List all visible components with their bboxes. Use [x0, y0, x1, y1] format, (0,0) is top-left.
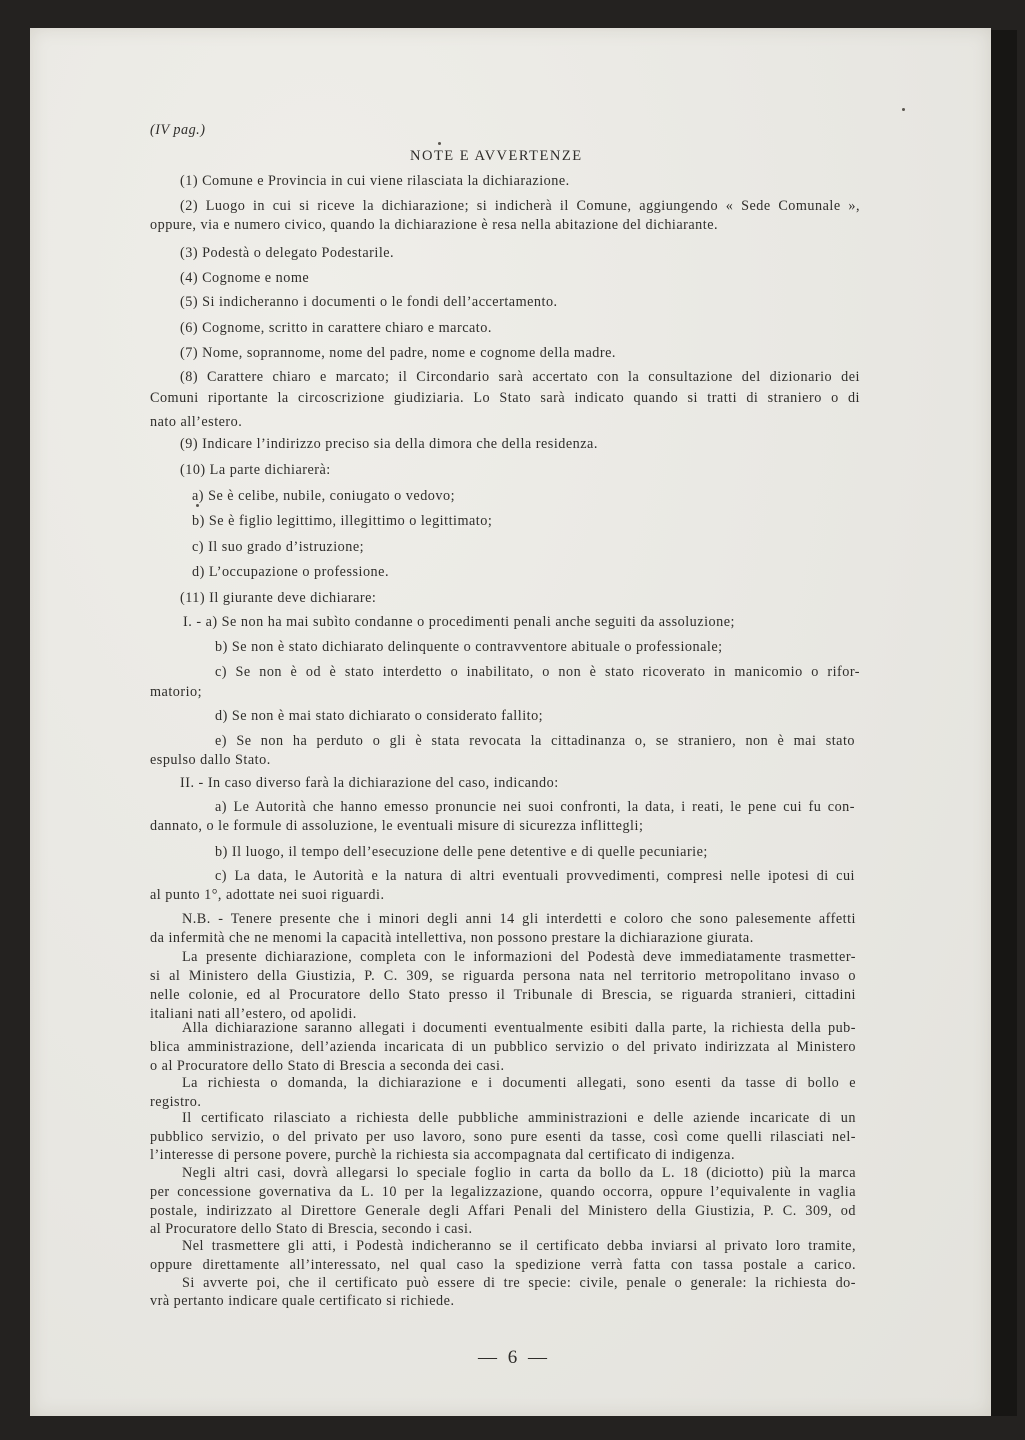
paper-speck	[902, 108, 905, 111]
paper-speck	[438, 142, 441, 145]
note-line: registro.	[150, 1094, 202, 1110]
note-line: La richiesta o domanda, la dichiarazione e i documenti allegati, sono esenti da tasse di bollo e	[182, 1075, 856, 1091]
note-line: oppure direttamente all’interessato, nel qual caso la spedizione verrà fatta con tassa postale a carico.	[150, 1257, 856, 1273]
note-line: a) Se è celibe, nubile, coniugato o vedovo;	[192, 488, 456, 504]
note-line: a) Le Autorità che hanno emesso pronuncie nei suoi confronti, la data, i reati, le pene cui fu con-	[215, 799, 855, 815]
note-line: d) Se non è mai stato dichiarato o considerato fallito;	[215, 708, 544, 724]
note-line: c) Il suo grado d’istruzione;	[192, 539, 365, 555]
note-line: (7) Nome, soprannome, nome del padre, nome e cognome della madre.	[180, 345, 616, 361]
note-line: l’interesse di persone povere, purchè la richiesta sia accompagnata dal certificato di indigenza.	[150, 1147, 736, 1163]
note-line: o al Procuratore dello Stato di Brescia a seconda dei casi.	[150, 1058, 505, 1074]
note-line: (11) Il giurante deve dichiarare:	[180, 590, 377, 606]
page-number: — 6 —	[478, 1347, 550, 1368]
note-line: dannato, o le formule di assoluzione, le eventuali misure di sicurezza inflittegli;	[150, 818, 644, 834]
note-line: b) Se è figlio legittimo, illegittimo o legittimato;	[192, 513, 493, 529]
note-line: al Procuratore dello Stato di Brescia, secondo i casi.	[150, 1221, 473, 1237]
note-line: (9) Indicare l’indirizzo preciso sia della dimora che della residenza.	[180, 436, 598, 452]
note-line: al punto 1°, adottate nei suoi riguardi.	[150, 887, 385, 903]
note-line: (2) Luogo in cui si riceve la dichiarazione; si indicherà il Comune, aggiungendo « Sede Comunale »,	[180, 198, 860, 214]
note-line: e) Se non ha perduto o gli è stata revocata la cittadinanza o, se straniero, non è mai stato	[215, 733, 855, 749]
note-line: (10) La parte dichiarerà:	[180, 462, 331, 478]
note-line: La presente dichiarazione, completa con le informazioni del Podestà deve immediatamente trasmetter-	[182, 949, 856, 965]
note-line: c) Se non è od è stato interdetto o inabilitato, o non è stato ricoverato in manicomio o rifor-	[215, 664, 860, 680]
note-line: (5) Si indicheranno i documenti o le fondi dell’accertamento.	[180, 294, 558, 310]
note-line: N.B. - Tenere presente che i minori degli anni 14 gli interdetti e coloro che sono palesemente affetti	[182, 911, 856, 927]
note-line: d) L’occupazione o professione.	[192, 564, 389, 580]
note-line: Comuni riportante la circoscrizione giudiziaria. Lo Stato sarà indicato quando si tratti di straniero o di	[150, 390, 860, 406]
note-line: c) La data, le Autorità e la natura di altri eventuali provvedimenti, compresi nelle ipotesi di cui	[215, 868, 855, 884]
note-line: vrà pertanto indicare quale certificato si richiede.	[150, 1293, 455, 1309]
note-line: si al Ministero della Giustizia, P. C. 309, se riguarda persona nata nel territorio metropolitano invaso o	[150, 968, 856, 984]
note-line: (3) Podestà o delegato Podestarile.	[180, 245, 395, 261]
note-line: postale, indirizzato al Direttore Generale degli Affari Penali del Ministero della Giustizia, P. C. 309, od	[150, 1203, 856, 1219]
note-line: matorio;	[150, 684, 203, 700]
note-line: per concessione governativa da L. 10 per la legalizzazione, quando occorra, oppure l’equivalente in vaglia	[150, 1184, 856, 1200]
note-line: Negli altri casi, dovrà allegarsi lo speciale foglio in carta da bollo da L. 18 (diciotto) più la marca	[182, 1165, 856, 1181]
note-line: b) Se non è stato dichiarato delinquente o contravventore abituale o professionale;	[215, 639, 723, 655]
note-line: da infermità che ne menomi la capacità intellettiva, non possono prestare la dichiarazione giurata.	[150, 930, 754, 946]
note-line: (6) Cognome, scritto in carattere chiaro e marcato.	[180, 320, 492, 336]
note-line: italiani nati all’estero, od apolidi.	[150, 1006, 357, 1022]
note-line: (4) Cognome e nome	[180, 270, 310, 286]
note-line: II. - In caso diverso farà la dichiarazione del caso, indicando:	[180, 775, 559, 791]
note-line: Si avverte poi, che il certificato può essere di tre specie: civile, penale o generale: la richiesta do-	[182, 1275, 856, 1291]
note-line: (1) Comune e Provincia in cui viene rilasciata la dichiarazione.	[180, 173, 570, 189]
note-line: espulso dallo Stato.	[150, 752, 271, 768]
page-title: NOTE E AVVERTENZE	[410, 148, 583, 164]
paper-speck	[196, 504, 199, 507]
note-line: (8) Carattere chiaro e marcato; il Circondario sarà accertato con la consultazione del dizionario dei	[180, 369, 860, 385]
scan-edge-shadow	[991, 30, 1017, 1416]
note-line: Alla dichiarazione saranno allegati i documenti eventualmente esibiti dalla parte, la richiesta della pub-	[182, 1020, 856, 1036]
note-line: b) Il luogo, il tempo dell’esecuzione delle pene detentive e di quelle pecuniarie;	[215, 844, 708, 860]
note-line: I. - a) Se non ha mai subìto condanne o procedimenti penali anche seguiti da assoluzione;	[183, 614, 735, 630]
note-line: blica amministrazione, dell’azienda incaricata di un pubblico servizio o del privato indirizzata al Ministero	[150, 1039, 856, 1055]
note-line: pubblico servizio, o del privato per uso lavoro, sono pure esenti da tasse, così come quelli rilasciati nel-	[150, 1129, 856, 1145]
note-line: Nel trasmettere gli atti, i Podestà indicheranno se il certificato debba inviarsi al privato loro tramite,	[182, 1238, 856, 1254]
note-line: oppure, via e numero civico, quando la dichiarazione è resa nella abitazione del dichiarante.	[150, 217, 719, 233]
note-line: nelle colonie, ed al Procuratore dello Stato presso il Tribunale di Brescia, se riguarda stranieri, cittadini	[150, 987, 856, 1003]
note-line: Il certificato rilasciato a richiesta delle pubbliche amministrazioni e delle aziende incaricate di un	[182, 1110, 856, 1126]
note-line: nato all’estero.	[150, 414, 243, 430]
page-reference: (IV pag.)	[150, 122, 206, 138]
